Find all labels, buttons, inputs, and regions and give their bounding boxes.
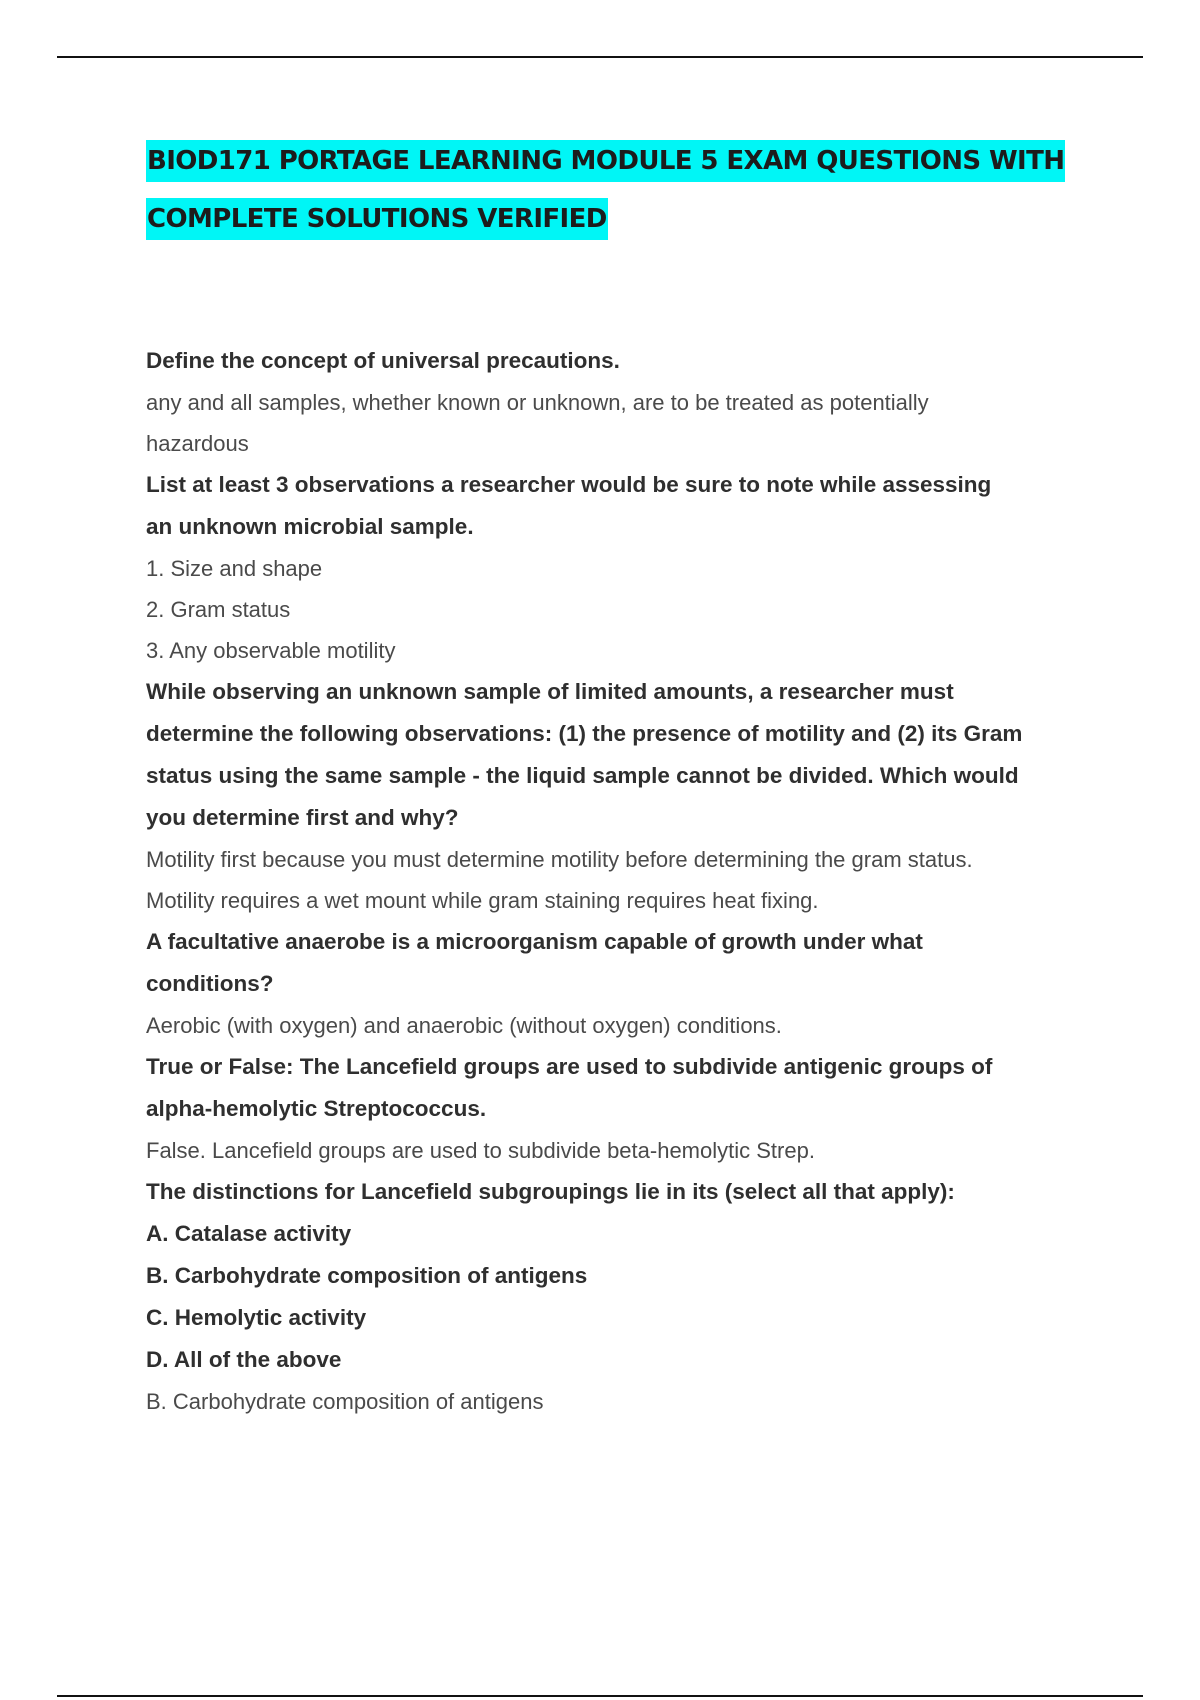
qa-item xyxy=(146,340,1106,464)
answer-line: B. Carbohydrate composition of antigens xyxy=(146,1389,544,1414)
question-line: determine the following observations: (1) the presence of motility and (2) its Gram xyxy=(146,721,1023,746)
top-rule xyxy=(57,56,1143,58)
question-line: Define the concept of universal precautions. xyxy=(146,348,620,373)
answer-line: 1. Size and shape xyxy=(146,556,323,581)
qa-list xyxy=(146,340,1106,1422)
question-line: status using the same sample - the liquid sample cannot be divided. Which would xyxy=(146,763,1019,788)
answer-line: Motility requires a wet mount while gram staining requires heat fixing. xyxy=(146,888,819,913)
question-line: While observing an unknown sample of limited amounts, a researcher must xyxy=(146,679,954,704)
question-line: alpha-hemolytic Streptococcus. xyxy=(146,1096,487,1121)
question-line: A facultative anaerobe is a microorganism capable of growth under what xyxy=(146,929,923,954)
question-line: an unknown microbial sample. xyxy=(146,514,474,539)
question-line: you determine first and why? xyxy=(146,805,459,830)
answer-line: 3. Any observable motility xyxy=(146,638,396,663)
title-line-1: BIOD171 PORTAGE LEARNING MODULE 5 EXAM QUESTIONS WITH xyxy=(146,140,1065,182)
question-line: List at least 3 observations a researcher would be sure to note while assessing xyxy=(146,472,992,497)
answer-line: any and all samples, whether known or unknown, are to be treated as potentially xyxy=(146,390,929,415)
answer-line: hazardous xyxy=(146,431,249,456)
qa-item xyxy=(146,1046,1106,1171)
answer-line: Aerobic (with oxygen) and anaerobic (without oxygen) conditions. xyxy=(146,1013,782,1038)
question-option: D. All of the above xyxy=(146,1347,342,1372)
title-line-2: COMPLETE SOLUTIONS VERIFIED xyxy=(146,198,608,240)
qa-item xyxy=(146,1171,1106,1422)
question-option: B. Carbohydrate composition of antigens xyxy=(146,1263,588,1288)
question-line: The distinctions for Lancefield subgroupings lie in its (select all that apply): xyxy=(146,1179,955,1204)
bottom-rule xyxy=(57,1695,1143,1697)
answer-line: False. Lancefield groups are used to subdivide beta-hemolytic Strep. xyxy=(146,1138,815,1163)
qa-item xyxy=(146,464,1106,671)
question-line: conditions? xyxy=(146,971,274,996)
answer-line: 2. Gram status xyxy=(146,597,291,622)
qa-item xyxy=(146,671,1106,921)
question-option: C. Hemolytic activity xyxy=(146,1305,367,1330)
question-option: A. Catalase activity xyxy=(146,1221,352,1246)
question-line: True or False: The Lancefield groups are used to subdivide antigenic groups of xyxy=(146,1054,993,1079)
qa-item xyxy=(146,921,1106,1046)
document-title xyxy=(146,140,1106,256)
answer-line: Motility first because you must determine motility before determining the gram status. xyxy=(146,847,973,872)
